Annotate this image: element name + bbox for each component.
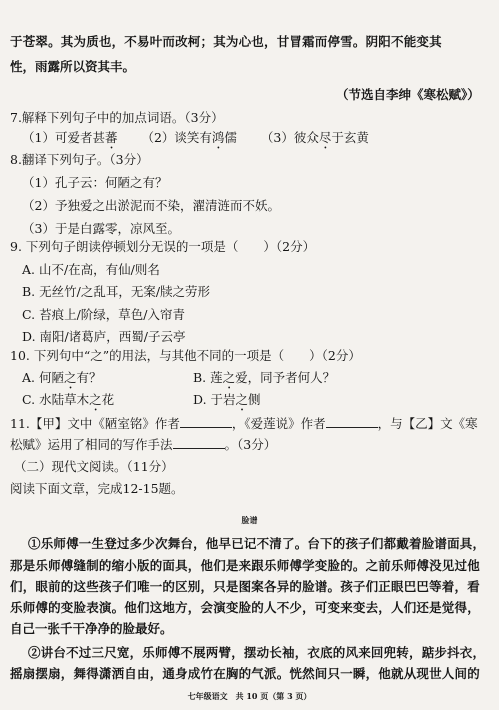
article-title: 脸谱 bbox=[241, 515, 258, 525]
q11-blank-3[interactable] bbox=[173, 434, 225, 449]
q11-line-2: 松赋》运用了相同的写作手法 。（3分） bbox=[10, 434, 276, 455]
q9-option-b: B. 无丝竹/之乱耳，无案/牍之劳形 bbox=[22, 284, 211, 299]
q10-stem: 10. 下列句中“之”的用法，与其他不同的一项是（ ）（2分） bbox=[10, 348, 361, 363]
q11-blank-2[interactable] bbox=[326, 413, 378, 428]
q8-item-1: （1）孔子云：何陋之有？ bbox=[22, 175, 168, 190]
q11-line-1: 11.【甲】文中《陋室铭》作者 ，《爱莲说》作者 ，与【乙】文《寒 bbox=[10, 413, 478, 434]
article-p1-line-2: 那是乐师傅缝制的缩小版的面具，他们是来跟乐师傅学变脸的。之前乐师傅没见过他 bbox=[10, 558, 480, 573]
article-p2-line-2: 摇扇摆扇，舞得潇洒自由，通身成竹在胸的气派。恍然间只一瞬，他就从现世人间的 bbox=[10, 666, 480, 681]
q11-blank-1[interactable] bbox=[180, 413, 232, 428]
q7-item-3: （3）彼众尽于玄黄 bbox=[260, 130, 369, 145]
section-2-heading: （二）现代文阅读。（11分） bbox=[14, 459, 174, 474]
q9-stem: 9. 下列句子朗读停顿划分无误的一项是（ ）（2分） bbox=[10, 239, 316, 254]
q7-item-1: （1）可爱者甚蕃 bbox=[22, 130, 118, 145]
passage-line-2: 性，雨露所以资其丰。 bbox=[10, 59, 136, 74]
article-p1-line-5: 自己一张千干净净的脸最好。 bbox=[10, 621, 173, 636]
q8-item-3: （3）于是白露零，凉风至。 bbox=[22, 221, 180, 236]
q8-stem: 8.翻译下列句子。（3分） bbox=[10, 152, 149, 167]
passage-line-1: 于苍翠。其为质也，不易叶而改柯；其为心也，甘冒霜而停雪。阴阳不能变其 bbox=[10, 34, 442, 49]
q7-item-2: （2）谈笑有鸿儒 bbox=[141, 130, 237, 145]
q10-option-c: C. 水陆草木之花 bbox=[22, 392, 115, 407]
q7-items bbox=[22, 128, 369, 152]
article-p1-line-4: 乐师傅的变脸表演。他们这地方，会演变脸的人不少，可变来变去，人们还是觉得， bbox=[10, 600, 480, 615]
page-footer: 七年级语文 共 10 页（第 3 页） bbox=[187, 691, 312, 701]
q7-stem: 7.解释下列句子中的加点词语。（3分） bbox=[10, 110, 224, 125]
q9-option-c: C. 苔痕上/阶绿，草色/入帘青 bbox=[22, 307, 185, 322]
article-p1-line-1: ①乐师傅一生登过多少次舞台，他早已记不清了。台下的孩子们都戴着脸谱面具， bbox=[28, 536, 486, 551]
q9-option-a: A. 山不/在高，有仙/则名 bbox=[22, 262, 160, 277]
article-p2-line-1: ②讲台不过三尺宽，乐师傅不展两臂，摆动长袖，衣底的风来回兜转，踮步抖衣， bbox=[28, 645, 486, 660]
passage-source: （节选自李绅《寒松赋》） bbox=[336, 87, 480, 102]
q10-option-d: D. 于岩之侧 bbox=[193, 392, 261, 407]
reading-instruction: 阅读下面文章，完成12-15题。 bbox=[10, 481, 184, 496]
article-p1-line-3: 们，眼前的这些孩子们唯一的区别，只是图案各异的脸谱。孩子们正眼巴巴等着，看 bbox=[10, 579, 480, 594]
q10-option-b: B. 莲之爱，同予者何人？ bbox=[193, 370, 336, 385]
q9-option-d: D. 南阳/诸葛庐，西蜀/子云亭 bbox=[22, 329, 186, 344]
q10-option-a: A. 何陋之有？ bbox=[22, 370, 102, 385]
q8-item-2: （2）予独爱之出淤泥而不染，濯清涟而不妖。 bbox=[22, 198, 280, 213]
